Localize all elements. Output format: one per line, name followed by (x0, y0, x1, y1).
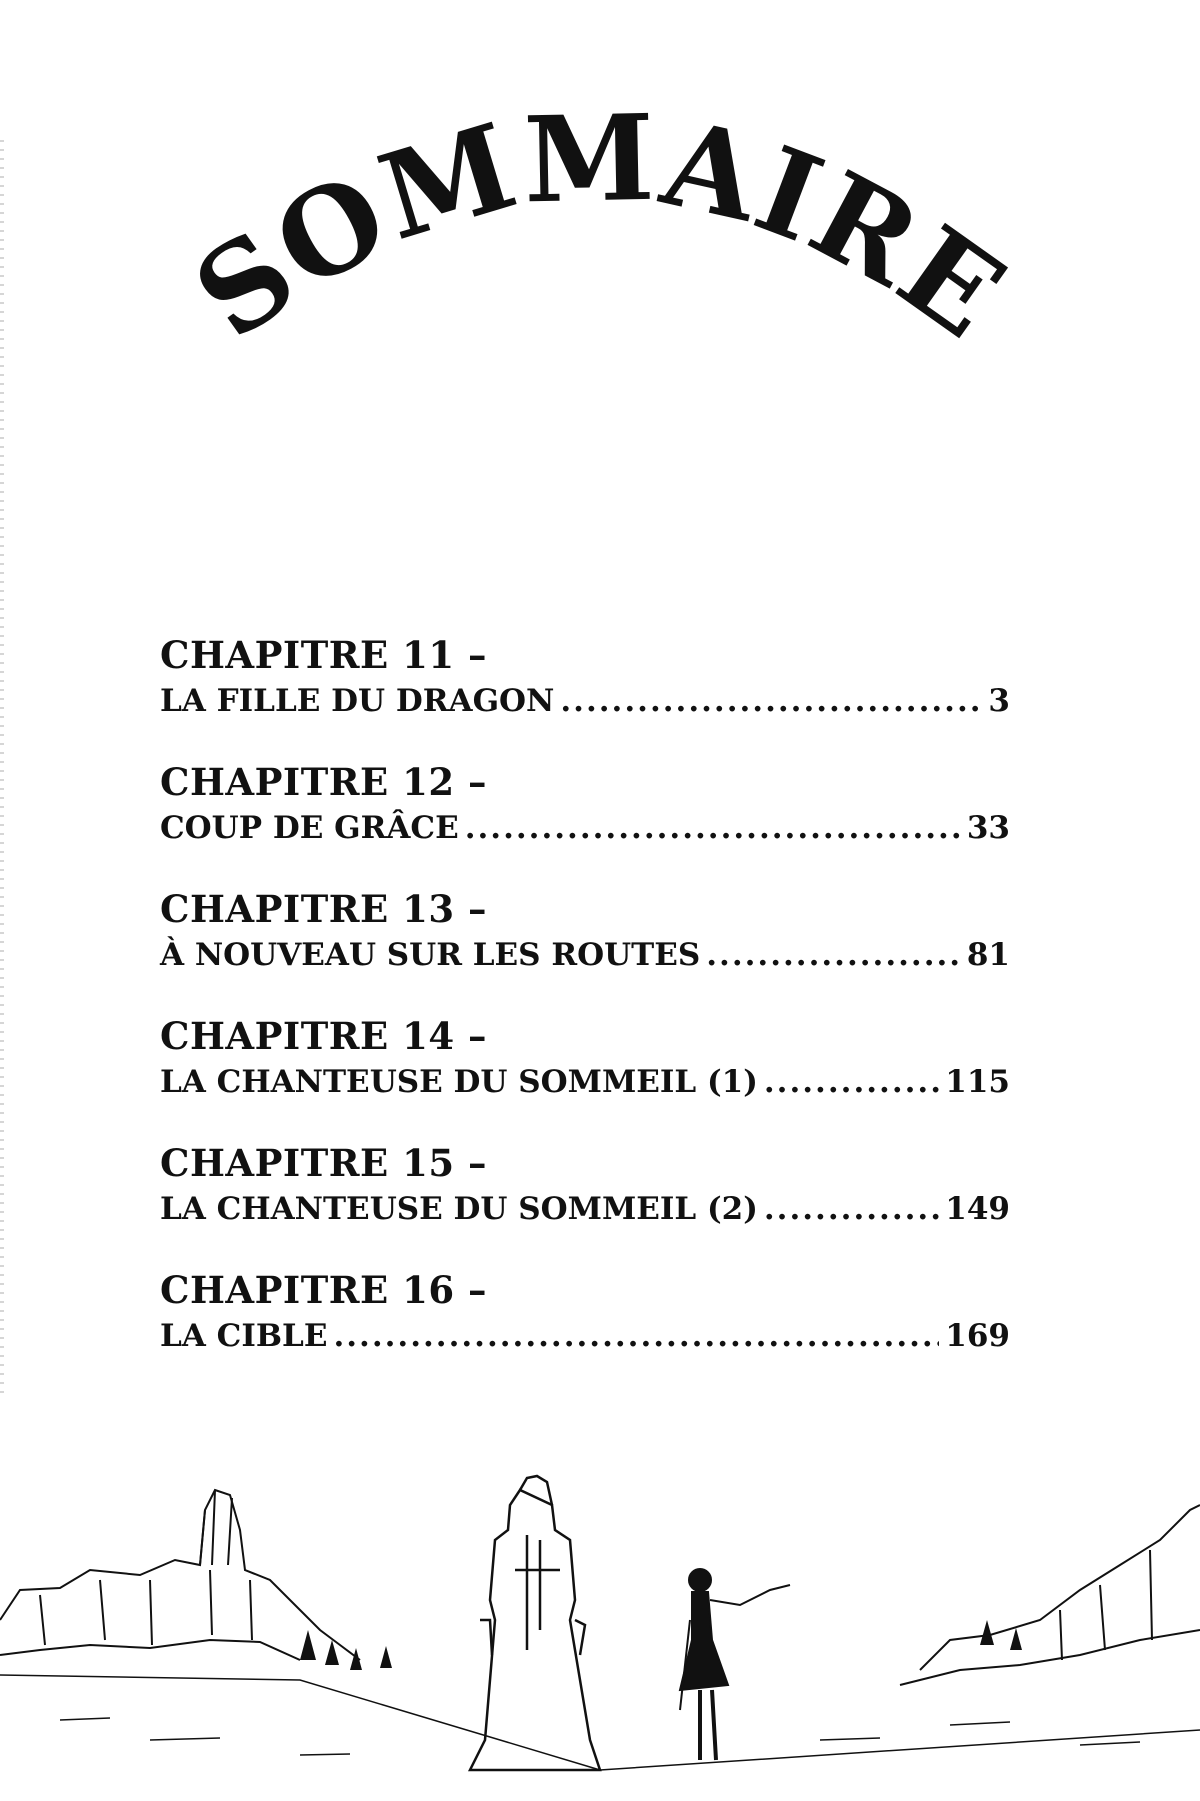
title-arch (0, 0, 1200, 470)
dot-leader (706, 934, 961, 976)
chapter-heading: CHAPITRE 16 – (160, 1268, 487, 1312)
chapter-name: LA FILLE DU DRAGON (160, 683, 555, 719)
rock-formations-right (900, 1505, 1200, 1685)
chapter-page: 149 (945, 1191, 1010, 1227)
cloaked-figure (470, 1476, 600, 1770)
dot-leader (764, 1188, 939, 1230)
chapter-heading: CHAPITRE 15 – (160, 1141, 487, 1185)
chapter-name: LA CIBLE (160, 1318, 328, 1354)
dot-leader (333, 1315, 939, 1357)
ground (0, 1675, 1200, 1770)
chapter-name: LA CHANTEUSE DU SOMMEIL (2) (160, 1191, 758, 1227)
chapter-name: COUP DE GRÂCE (160, 810, 459, 846)
chapter-line (160, 934, 1010, 976)
chapter-page: 169 (945, 1318, 1010, 1354)
chapter-page: 115 (945, 1064, 1010, 1100)
rock-formations-left (0, 1490, 360, 1660)
toc-entry-16 (160, 1265, 1010, 1392)
table-of-contents (160, 630, 1010, 1392)
pine-trees (300, 1620, 1022, 1670)
toc-entry-12 (160, 757, 1010, 884)
toc-entry-15 (160, 1138, 1010, 1265)
toc-entry-11 (160, 630, 1010, 757)
chapter-page: 81 (966, 937, 1010, 973)
chapter-line (160, 680, 1010, 722)
chapter-line (160, 1061, 1010, 1103)
chapter-line (160, 1315, 1010, 1357)
chapter-name: À NOUVEAU SUR LES ROUTES (160, 937, 701, 973)
chapter-line (160, 807, 1010, 849)
chapter-name: LA CHANTEUSE DU SOMMEIL (1) (160, 1064, 758, 1100)
chapter-page: 3 (988, 683, 1010, 719)
landscape-illustration (0, 1470, 1200, 1801)
chapter-heading: CHAPITRE 13 – (160, 887, 487, 931)
chapter-line (160, 1188, 1010, 1230)
dot-leader (465, 807, 961, 849)
page-title: SOMMAIRE (169, 87, 1030, 366)
dot-leader (764, 1061, 939, 1103)
dot-leader (560, 680, 982, 722)
girl-figure (680, 1569, 790, 1760)
toc-entry-14 (160, 1011, 1010, 1138)
chapter-heading: CHAPITRE 14 – (160, 1014, 487, 1058)
chapter-heading: CHAPITRE 11 – (160, 633, 487, 677)
chapter-page: 33 (966, 810, 1010, 846)
chapter-heading: CHAPITRE 12 – (160, 760, 487, 804)
toc-entry-13 (160, 884, 1010, 1011)
